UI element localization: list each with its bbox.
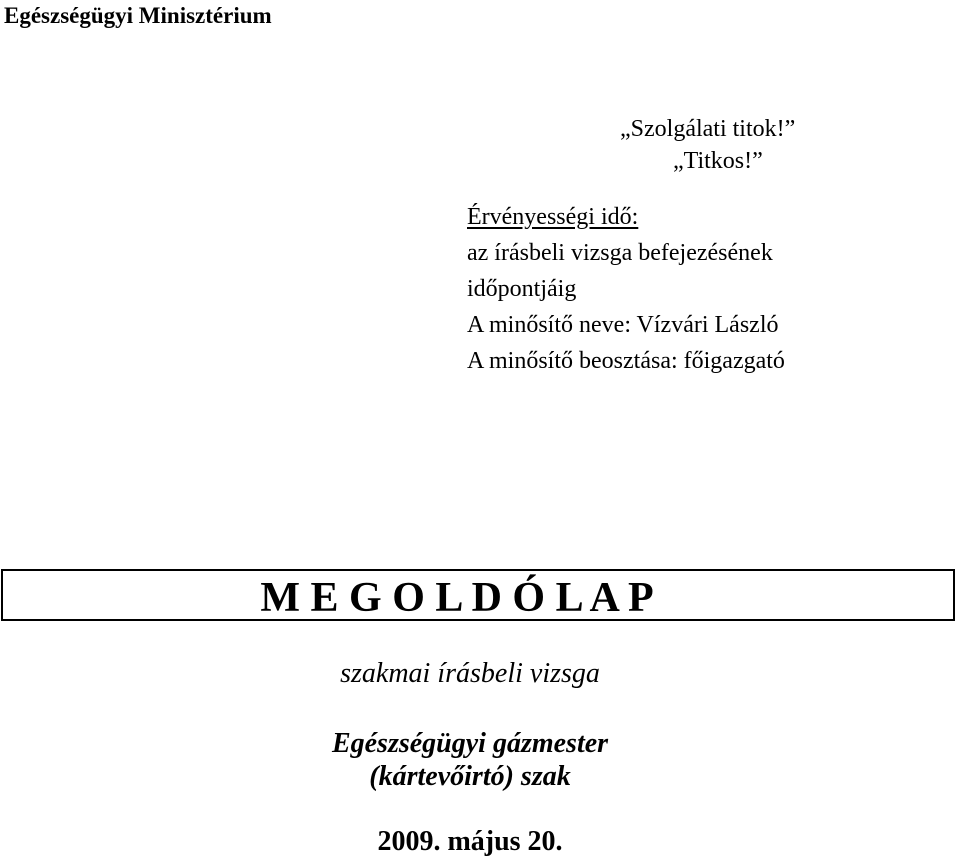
- profession-block: [0, 727, 950, 793]
- qualifier-position: A minősítő beosztása: főigazgató: [467, 348, 785, 374]
- ministry-name: Egészségügyi Minisztérium: [4, 3, 272, 28]
- qualifier-name: A minősítő neve: Vízvári László: [467, 312, 779, 338]
- profession-line-1: Egészségügyi gázmester: [331, 728, 609, 759]
- validity-line-2: időpontjáig: [467, 276, 577, 302]
- title-box: [1, 569, 955, 621]
- profession-line-2: (kártevőirtó) szak: [369, 761, 571, 792]
- validity-line-1: az írásbeli vizsga befejezésének: [467, 240, 773, 266]
- validity-block: [467, 199, 785, 379]
- classification-secret: „Titkos!”: [673, 148, 763, 174]
- validity-heading: Érvényességi idő:: [467, 204, 639, 230]
- exam-type: szakmai írásbeli vizsga: [340, 658, 600, 689]
- document-title: M E G O L D Ó L A P: [260, 575, 654, 621]
- exam-date: 2009. május 20.: [377, 826, 563, 857]
- classification-official-secret: „Szolgálati titok!”: [620, 116, 796, 142]
